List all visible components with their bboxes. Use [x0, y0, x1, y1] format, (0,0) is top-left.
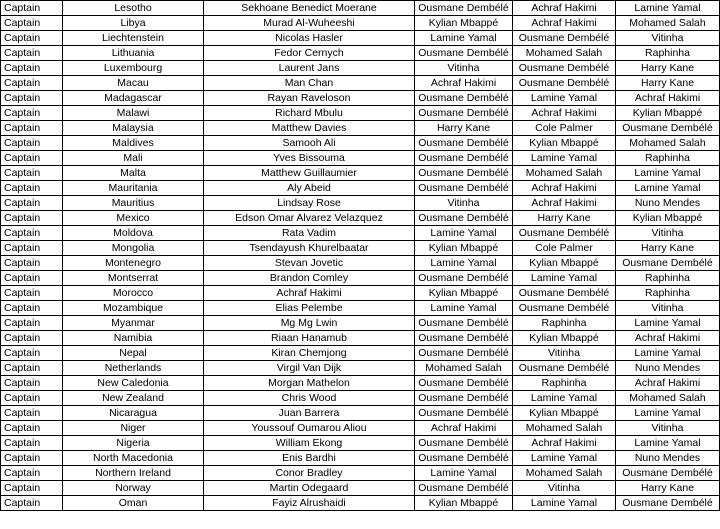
role-cell: Captain — [1, 466, 63, 481]
third-choice-cell: Mohamed Salah — [616, 391, 720, 406]
second-choice-cell: Ousmane Dembélé — [513, 76, 616, 91]
first-choice-cell: Harry Kane — [415, 121, 513, 136]
third-choice-cell: Raphinha — [616, 46, 720, 61]
first-choice-cell: Ousmane Dembélé — [415, 451, 513, 466]
voter-name-cell: Lindsay Rose — [204, 196, 415, 211]
first-choice-cell: Vitinha — [415, 196, 513, 211]
third-choice-cell: Vitinha — [616, 31, 720, 46]
country-cell: North Macedonia — [63, 451, 204, 466]
first-choice-cell: Ousmane Dembélé — [415, 316, 513, 331]
third-choice-cell: Ousmane Dembélé — [616, 256, 720, 271]
country-cell: Mali — [63, 151, 204, 166]
role-cell: Captain — [1, 16, 63, 31]
second-choice-cell: Achraf Hakimi — [513, 1, 616, 16]
second-choice-cell: Mohamed Salah — [513, 466, 616, 481]
second-choice-cell: Vitinha — [513, 481, 616, 496]
country-cell: Norway — [63, 481, 204, 496]
second-choice-cell: Mohamed Salah — [513, 166, 616, 181]
third-choice-cell: Nuno Mendes — [616, 451, 720, 466]
table-row — [1, 361, 720, 376]
second-choice-cell: Lamine Yamal — [513, 496, 616, 511]
country-cell: Malawi — [63, 106, 204, 121]
second-choice-cell: Ousmane Dembélé — [513, 361, 616, 376]
first-choice-cell: Achraf Hakimi — [415, 421, 513, 436]
table-row — [1, 496, 720, 511]
vote-table-body — [1, 1, 720, 511]
second-choice-cell: Ousmane Dembélé — [513, 31, 616, 46]
voter-name-cell: Tsendayush Khurelbaatar — [204, 241, 415, 256]
table-row — [1, 256, 720, 271]
second-choice-cell: Kylian Mbappé — [513, 406, 616, 421]
second-choice-cell: Lamine Yamal — [513, 391, 616, 406]
voter-name-cell: Fedor Cernych — [204, 46, 415, 61]
table-row — [1, 181, 720, 196]
role-cell: Captain — [1, 301, 63, 316]
voter-name-cell: Juan Barrera — [204, 406, 415, 421]
first-choice-cell: Ousmane Dembélé — [415, 106, 513, 121]
table-row — [1, 1, 720, 16]
third-choice-cell: Lamine Yamal — [616, 166, 720, 181]
second-choice-cell: Ousmane Dembélé — [513, 301, 616, 316]
voter-name-cell: Achraf Hakimi — [204, 286, 415, 301]
third-choice-cell: Kylian Mbappé — [616, 211, 720, 226]
table-row — [1, 301, 720, 316]
table-row — [1, 406, 720, 421]
third-choice-cell: Raphinha — [616, 151, 720, 166]
first-choice-cell: Ousmane Dembélé — [415, 346, 513, 361]
third-choice-cell: Lamine Yamal — [616, 316, 720, 331]
role-cell: Captain — [1, 406, 63, 421]
voter-name-cell: Elias Pelembe — [204, 301, 415, 316]
country-cell: Maldives — [63, 136, 204, 151]
second-choice-cell: Kylian Mbappé — [513, 331, 616, 346]
role-cell: Captain — [1, 361, 63, 376]
third-choice-cell: Vitinha — [616, 301, 720, 316]
third-choice-cell: Achraf Hakimi — [616, 91, 720, 106]
voter-name-cell: Rata Vadim — [204, 226, 415, 241]
table-row — [1, 286, 720, 301]
table-row — [1, 136, 720, 151]
role-cell: Captain — [1, 1, 63, 16]
second-choice-cell: Lamine Yamal — [513, 91, 616, 106]
country-cell: Malta — [63, 166, 204, 181]
role-cell: Captain — [1, 316, 63, 331]
first-choice-cell: Ousmane Dembélé — [415, 181, 513, 196]
role-cell: Captain — [1, 181, 63, 196]
role-cell: Captain — [1, 496, 63, 511]
third-choice-cell: Kylian Mbappé — [616, 106, 720, 121]
country-cell: Moldova — [63, 226, 204, 241]
voter-name-cell: Enis Bardhi — [204, 451, 415, 466]
country-cell: Mexico — [63, 211, 204, 226]
voter-name-cell: Morgan Mathelon — [204, 376, 415, 391]
voter-name-cell: Richard Mbulu — [204, 106, 415, 121]
role-cell: Captain — [1, 436, 63, 451]
table-row — [1, 376, 720, 391]
voter-name-cell: Virgil Van Dijk — [204, 361, 415, 376]
third-choice-cell: Harry Kane — [616, 241, 720, 256]
third-choice-cell: Ousmane Dembélé — [616, 466, 720, 481]
country-cell: Northern Ireland — [63, 466, 204, 481]
role-cell: Captain — [1, 331, 63, 346]
voter-name-cell: Chris Wood — [204, 391, 415, 406]
second-choice-cell: Kylian Mbappé — [513, 136, 616, 151]
first-choice-cell: Kylian Mbappé — [415, 286, 513, 301]
voter-name-cell: Man Chan — [204, 76, 415, 91]
role-cell: Captain — [1, 346, 63, 361]
first-choice-cell: Ousmane Dembélé — [415, 436, 513, 451]
country-cell: Macau — [63, 76, 204, 91]
role-cell: Captain — [1, 451, 63, 466]
country-cell: Oman — [63, 496, 204, 511]
first-choice-cell: Kylian Mbappé — [415, 496, 513, 511]
voter-name-cell: Laurent Jans — [204, 61, 415, 76]
voter-name-cell: Mg Mg Lwin — [204, 316, 415, 331]
first-choice-cell: Ousmane Dembélé — [415, 391, 513, 406]
first-choice-cell: Ousmane Dembélé — [415, 1, 513, 16]
first-choice-cell: Ousmane Dembélé — [415, 376, 513, 391]
third-choice-cell: Achraf Hakimi — [616, 331, 720, 346]
voter-name-cell: Samooh Ali — [204, 136, 415, 151]
first-choice-cell: Ousmane Dembélé — [415, 46, 513, 61]
first-choice-cell: Ousmane Dembélé — [415, 91, 513, 106]
table-row — [1, 76, 720, 91]
voter-name-cell: Rayan Raveloson — [204, 91, 415, 106]
third-choice-cell: Harry Kane — [616, 481, 720, 496]
table-row — [1, 211, 720, 226]
table-row — [1, 121, 720, 136]
country-cell: Mongolia — [63, 241, 204, 256]
country-cell: Nigeria — [63, 436, 204, 451]
first-choice-cell: Lamine Yamal — [415, 226, 513, 241]
country-cell: Liechtenstein — [63, 31, 204, 46]
role-cell: Captain — [1, 391, 63, 406]
voter-name-cell: Matthew Guillaumier — [204, 166, 415, 181]
table-row — [1, 346, 720, 361]
role-cell: Captain — [1, 196, 63, 211]
role-cell: Captain — [1, 91, 63, 106]
second-choice-cell: Cole Palmer — [513, 241, 616, 256]
voter-name-cell: William Ekong — [204, 436, 415, 451]
table-row — [1, 391, 720, 406]
third-choice-cell: Lamine Yamal — [616, 181, 720, 196]
role-cell: Captain — [1, 46, 63, 61]
role-cell: Captain — [1, 166, 63, 181]
role-cell: Captain — [1, 61, 63, 76]
role-cell: Captain — [1, 376, 63, 391]
second-choice-cell: Achraf Hakimi — [513, 181, 616, 196]
country-cell: Nepal — [63, 346, 204, 361]
role-cell: Captain — [1, 151, 63, 166]
role-cell: Captain — [1, 421, 63, 436]
table-row — [1, 61, 720, 76]
role-cell: Captain — [1, 241, 63, 256]
role-cell: Captain — [1, 121, 63, 136]
first-choice-cell: Ousmane Dembélé — [415, 271, 513, 286]
third-choice-cell: Ousmane Dembélé — [616, 496, 720, 511]
role-cell: Captain — [1, 136, 63, 151]
second-choice-cell: Ousmane Dembélé — [513, 286, 616, 301]
table-row — [1, 436, 720, 451]
third-choice-cell: Achraf Hakimi — [616, 376, 720, 391]
table-row — [1, 466, 720, 481]
third-choice-cell: Lamine Yamal — [616, 1, 720, 16]
role-cell: Captain — [1, 226, 63, 241]
first-choice-cell: Ousmane Dembélé — [415, 406, 513, 421]
country-cell: Morocco — [63, 286, 204, 301]
first-choice-cell: Vitinha — [415, 61, 513, 76]
second-choice-cell: Achraf Hakimi — [513, 436, 616, 451]
voter-name-cell: Sekhoane Benedict Moerane — [204, 1, 415, 16]
role-cell: Captain — [1, 106, 63, 121]
third-choice-cell: Raphinha — [616, 271, 720, 286]
table-row — [1, 451, 720, 466]
role-cell: Captain — [1, 31, 63, 46]
role-cell: Captain — [1, 481, 63, 496]
country-cell: Nicaragua — [63, 406, 204, 421]
country-cell: Lithuania — [63, 46, 204, 61]
country-cell: Myanmar — [63, 316, 204, 331]
role-cell: Captain — [1, 211, 63, 226]
first-choice-cell: Ousmane Dembélé — [415, 166, 513, 181]
table-row — [1, 46, 720, 61]
table-row — [1, 166, 720, 181]
third-choice-cell: Nuno Mendes — [616, 196, 720, 211]
first-choice-cell: Lamine Yamal — [415, 301, 513, 316]
country-cell: Niger — [63, 421, 204, 436]
country-cell: Netherlands — [63, 361, 204, 376]
voter-name-cell: Youssouf Oumarou Aliou — [204, 421, 415, 436]
third-choice-cell: Vitinha — [616, 226, 720, 241]
country-cell: Montserrat — [63, 271, 204, 286]
table-row — [1, 226, 720, 241]
first-choice-cell: Lamine Yamal — [415, 466, 513, 481]
third-choice-cell: Lamine Yamal — [616, 436, 720, 451]
second-choice-cell: Lamine Yamal — [513, 451, 616, 466]
first-choice-cell: Ousmane Dembélé — [415, 331, 513, 346]
third-choice-cell: Vitinha — [616, 421, 720, 436]
second-choice-cell: Ousmane Dembélé — [513, 61, 616, 76]
third-choice-cell: Raphinha — [616, 286, 720, 301]
table-row — [1, 16, 720, 31]
third-choice-cell: Lamine Yamal — [616, 346, 720, 361]
role-cell: Captain — [1, 256, 63, 271]
second-choice-cell: Harry Kane — [513, 211, 616, 226]
first-choice-cell: Achraf Hakimi — [415, 76, 513, 91]
second-choice-cell: Achraf Hakimi — [513, 196, 616, 211]
first-choice-cell: Lamine Yamal — [415, 256, 513, 271]
first-choice-cell: Kylian Mbappé — [415, 16, 513, 31]
third-choice-cell: Harry Kane — [616, 76, 720, 91]
role-cell: Captain — [1, 271, 63, 286]
table-row — [1, 271, 720, 286]
table-row — [1, 91, 720, 106]
table-row — [1, 316, 720, 331]
table-row — [1, 331, 720, 346]
voter-name-cell: Nicolas Hasler — [204, 31, 415, 46]
country-cell: Malaysia — [63, 121, 204, 136]
country-cell: Montenegro — [63, 256, 204, 271]
third-choice-cell: Ousmane Dembélé — [616, 121, 720, 136]
voter-name-cell: Matthew Davies — [204, 121, 415, 136]
country-cell: New Caledonia — [63, 376, 204, 391]
country-cell: Madagascar — [63, 91, 204, 106]
first-choice-cell: Ousmane Dembélé — [415, 211, 513, 226]
voter-name-cell: Kiran Chemjong — [204, 346, 415, 361]
voter-name-cell: Martin Odegaard — [204, 481, 415, 496]
country-cell: Luxembourg — [63, 61, 204, 76]
table-row — [1, 106, 720, 121]
role-cell: Captain — [1, 286, 63, 301]
first-choice-cell: Ousmane Dembélé — [415, 481, 513, 496]
first-choice-cell: Ousmane Dembélé — [415, 136, 513, 151]
second-choice-cell: Mohamed Salah — [513, 46, 616, 61]
second-choice-cell: Ousmane Dembélé — [513, 226, 616, 241]
second-choice-cell: Lamine Yamal — [513, 271, 616, 286]
table-row — [1, 241, 720, 256]
voter-name-cell: Brandon Comley — [204, 271, 415, 286]
table-row — [1, 196, 720, 211]
voter-name-cell: Conor Bradley — [204, 466, 415, 481]
second-choice-cell: Lamine Yamal — [513, 151, 616, 166]
first-choice-cell: Ousmane Dembélé — [415, 151, 513, 166]
second-choice-cell: Mohamed Salah — [513, 421, 616, 436]
second-choice-cell: Cole Palmer — [513, 121, 616, 136]
third-choice-cell: Mohamed Salah — [616, 16, 720, 31]
voter-name-cell: Riaan Hanamub — [204, 331, 415, 346]
second-choice-cell: Vitinha — [513, 346, 616, 361]
voter-name-cell: Fayiz Alrushaidi — [204, 496, 415, 511]
second-choice-cell: Achraf Hakimi — [513, 16, 616, 31]
third-choice-cell: Nuno Mendes — [616, 361, 720, 376]
second-choice-cell: Kylian Mbappé — [513, 256, 616, 271]
third-choice-cell: Lamine Yamal — [616, 406, 720, 421]
country-cell: Namibia — [63, 331, 204, 346]
table-row — [1, 421, 720, 436]
country-cell: Mauritius — [63, 196, 204, 211]
voter-name-cell: Edson Omar Alvarez Velazquez — [204, 211, 415, 226]
second-choice-cell: Achraf Hakimi — [513, 106, 616, 121]
voter-name-cell: Murad Al-Wuheeshi — [204, 16, 415, 31]
voter-name-cell: Aly Abeid — [204, 181, 415, 196]
voter-name-cell: Yves Bissouma — [204, 151, 415, 166]
second-choice-cell: Raphinha — [513, 376, 616, 391]
country-cell: Libya — [63, 16, 204, 31]
voter-name-cell: Stevan Jovetic — [204, 256, 415, 271]
table-row — [1, 481, 720, 496]
third-choice-cell: Mohamed Salah — [616, 136, 720, 151]
table-row — [1, 31, 720, 46]
first-choice-cell: Kylian Mbappé — [415, 241, 513, 256]
first-choice-cell: Mohamed Salah — [415, 361, 513, 376]
country-cell: New Zealand — [63, 391, 204, 406]
first-choice-cell: Lamine Yamal — [415, 31, 513, 46]
third-choice-cell: Harry Kane — [616, 61, 720, 76]
country-cell: Mozambique — [63, 301, 204, 316]
table-row — [1, 151, 720, 166]
country-cell: Lesotho — [63, 1, 204, 16]
country-cell: Mauritania — [63, 181, 204, 196]
role-cell: Captain — [1, 76, 63, 91]
second-choice-cell: Raphinha — [513, 316, 616, 331]
